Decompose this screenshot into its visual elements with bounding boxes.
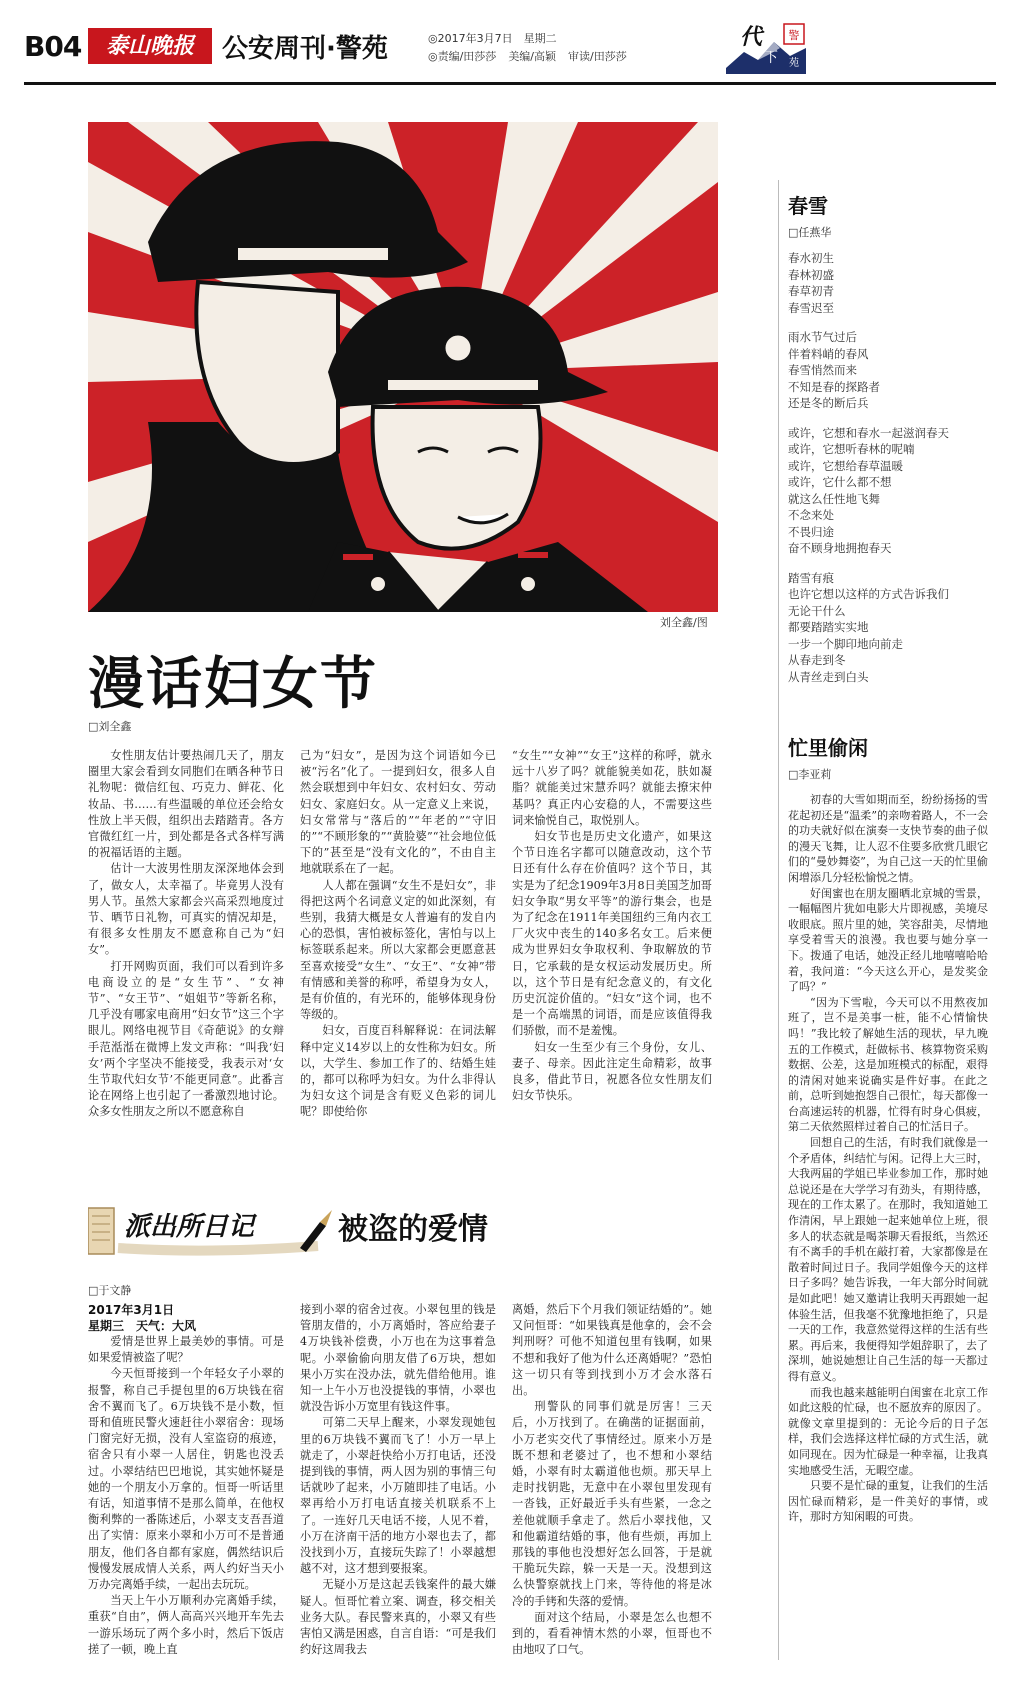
- paragraph: 打开网购页面，我们可以看到许多电商设立的是“女生节”、“女神节”、“女王节”、“姐姐节”等新名称，几乎没有哪家电商用“妇女节”这三个字眼儿。网络电视节目《奇葩说》的女辩手范湉湉在微博上发文声称：“叫我‘妇女’两个字坚决不能接受，我表示对‘女生节取代妇女节’不能更同意”。此番言论在网络上也引起了一番激烈地讨论。众多女性朋友之所以不愿意称自: [88, 959, 284, 1119]
- feature-column-1: [88, 748, 284, 1121]
- poem-line: 不畏归途: [788, 524, 834, 539]
- image-credit: 刘全鑫/图: [660, 616, 708, 629]
- feature-title: 漫话妇女节: [88, 651, 378, 717]
- proofreader-credit: 审读/田莎莎: [568, 50, 627, 63]
- paragraph: 今天恒哥接到一个年轻女子小翠的报警，称自己手提包里的6万块钱在宿舍不翼而飞了。6万块钱不是小数，恒哥和值班民警火速赶往小翠宿舍：现场门窗完好无损，没有人室盗窃的痕迹，宿舍只有小翠一人居住，钥匙也没丢过。小翠结结巴巴地说，其实她怀疑是她的一个朋友小万拿的。恒哥一听话里有话，知道事情不是那么简单，在他权衡利弊的一番陈述后，小翠支支吾吾道出了实情：原来小翠和小万可不是普通朋友，他们各自都有家庭，偶然结识后慢慢发展成情人关系，两人约好当天小万办完离婚手续，一起出去玩玩。: [88, 1367, 284, 1592]
- feature-column-2: [300, 748, 496, 1121]
- paragraph: 妇女节也是历史文化遗产，如果这个节日连名字都可以随意改动，这个节日还有什么存在价值吗？这个节日，其实是为了纪念1909年3月8日美国芝加哥妇女争取“男女平等”的游行集会，也是为了纪念在1911年美国纽约三角内衣工厂火灾中丧生的140多名女工。后来便成为世界妇女争取权利、争取解放的节日，它承载的是女权运动发展历史。所以，这个节日是有纪念意义的，有文化历史沉淀价值的。“妇女”这个词，也不是一个高端黑的词语，而是应该值得我们骄傲，而不是羞愧。: [512, 830, 712, 1038]
- paragraph: 女性朋友估计要热闹几天了，朋友圈里大家会看到女同胞们在晒各种节日礼物呢：微信红包、巧克力、鲜花、化妆品、书……有些温暖的单位还会给女性放上半天假，组织出去踏踏青。各方官微红红一片，到处都是各式各样写满的祝福话语的主题。: [88, 749, 284, 860]
- poem-line: 也许它想以这样的方式告诉我们: [788, 587, 949, 601]
- paragraph: 接到小翠的宿舍过夜。小翠包里的钱是管朋友借的，小万离婚时，答应给妻子4万块钱补偿费，小万也在为这事着急呢。小翠偷偷向朋友借了6万块，想如果小万实在没办法，就先借给他用。谁知一上午小万也没提钱的事情，小翠也就没告诉小万宽里有钱这件事。: [300, 1303, 496, 1414]
- paragraph: 妇女一生至少有三个身份，女儿、妻子、母亲。因此注定生命精彩，故事良多，借此节日，祝愿各位女性朋友们妇女节快乐。: [512, 1040, 712, 1103]
- paragraph: 人人都在强调“女生不是妇女”，非得把这两个名词意义定的如此深刻，有些别，我猜大概是女人普遍有的发自内心的恐惧，害怕被标签化，害怕与以上标签联系起来。所以大家都会更愿意甚至喜欢接受“女生”、“女王”、“女神”带有情感和美誉的称呼，希望身为女人，是有价值的，有光环的，能够体现身份等级的。: [300, 878, 496, 1022]
- paragraph: 初春的大雪如期而至，纷纷扬扬的雪花起初还是“温柔”的亲吻着路人，不一会的功夫就好似在演奏一支快节奏的曲子似的漫天飞舞，让人忍不住要多欣赏几眼它们的“曼妙舞姿”，为自己这一天的忙里偷闲增添几分轻松愉悦之情。: [788, 793, 988, 884]
- poem-line: 雨水节气过后: [788, 330, 857, 344]
- paragraph: 回想自己的生活，有时我们就像是一个矛盾体，纠结忙与闲。记得上大三时，大我两届的学姐已毕业参加工作，那时她总说还是在大学学习有劲头，有期待感，现在的工作太累了。在那时，我知道她工作清闲，早上跟她一起来她单位上班，很多人的状态就是喝茶聊天看报纸，当然还有不离手的手机在敲打着，大家都像是在散着时间过日子。我同学姐像今天的这样日子多吗？她告诉我，一年大部分时间就是如此吧！她又邀请让我明天再跟她一起体验生活，但我毫不犹豫地拒绝了，只是一天的工作，我意然觉得这样的生活有些累。再后来，我便得知学姐辞职了，去了深圳，她说她想让自己生活的每一天都过得有意义。: [788, 1136, 988, 1383]
- poem-line: 不念来处: [788, 508, 834, 522]
- poem-line: 从青丝走到白头: [788, 669, 869, 684]
- poem-line: 春林初盛: [788, 267, 834, 282]
- svg-text:下: 下: [764, 50, 778, 66]
- poem-byline: □任燕华: [788, 226, 832, 239]
- paragraph: 无疑小万是这起丢钱案件的最大嫌疑人。恒哥忙着立案、调查，移交相关业务大队。春民警来真的，小翠又有些害怕又满是困惑，自言自语：“可是我们约好这周我去: [300, 1578, 496, 1657]
- poem-stanza: [788, 250, 988, 316]
- paragraph: 爱情是世界上最美妙的事情。可是如果爱情被盗了呢？: [88, 1335, 284, 1365]
- paragraph: 可第二天早上醒来，小翠发现她包里的6万块钱不翼而飞了！小万一早上就走了，小翠赶快给小万打电话，还没提到钱的事情，两人因为别的事情三句话就吵了起来，小万随即挂了电话。小翠再给小万打电话直接关机联系不上了。一连好几天电话不接，人见不着，小万在济南干活的地方小翠也去了，都没找到小万，直接玩失踪了！小翠越想越不对，这才想到要报案。: [300, 1416, 496, 1576]
- poem-line: 还是冬的断后兵: [788, 396, 869, 410]
- poem-line: 春草初青: [788, 284, 834, 298]
- newspaper-logo: 泰山晚报: [88, 28, 212, 64]
- poem-title: 春雪: [788, 194, 828, 218]
- poem-line: 从春走到冬: [788, 653, 846, 667]
- essay-byline: □李亚莉: [788, 768, 832, 781]
- essay-title: 忙里偷闲: [788, 736, 868, 760]
- poem-line: 或许，它想和春水一起滋润春天: [788, 425, 949, 440]
- paragraph: 妇女，百度百科解释说：在词法解释中定义14岁以上的女性称为妇女。所以，大学生、参加工作了的、结婚生娃的，都可以称呼为妇女。为什么非得认为妇女这个词是含有贬义色彩的词儿呢？即使给你: [300, 1024, 496, 1119]
- paragraph: 己为“妇女”，是因为这个词语如今已被“污名”化了。一提到妇女，很多人自然会联想到中年妇女、农村妇女、劳动妇女、家庭妇女。从一定意义上来说，妇女常常与“落后的”“年老的”“守旧的”“不顾形象的”“黄脸婆”“社会地位低下的”甚至是“没有文化的”，不由自主地就联系在了一起。: [300, 749, 496, 876]
- diary-title: 被盗的爱情: [338, 1212, 488, 1247]
- paragraph: 刑警队的同事们就是厉害！三天后，小万找到了。在确凿的证据面前，小万老实交代了事情经过。原来小万是既不想和老婆过了，也不想和小翠结婚，小翠有时太霸道他也烦。那天早上走时找钥匙，无意中在小翠包里发现有一沓钱，正好最近手头有些紧，一念之差他就顺手拿走了。然后小翠找他，又和他霸道结婚的事，他有些烦，再加上那钱的事他也没想好怎么回答，于是就干脆玩失踪，躲一天是一天。没想到这么快警察就找上门来，等待他的将是冰冷的手铐和失落的爱情。: [512, 1400, 712, 1608]
- poem-line: 就这么任性地飞舞: [788, 491, 880, 506]
- editor-credit: ◎责编/田莎莎: [428, 50, 497, 63]
- poem-line: 或许，它什么都不想: [788, 475, 892, 489]
- paragraph: 估计一大波男性朋友深深地体会到了，做女人，太幸福了。毕竟男人没有男人节。虽然大家都会兴高采烈地度过节、晒节日礼物，可真实的情况却是，有很多女性朋友不愿意称自己为“妇女”。: [88, 862, 284, 957]
- diary-column-label: 派出所日记: [124, 1212, 255, 1242]
- poem-line: 或许，它想给春草温暖: [788, 458, 903, 473]
- paragraph: 当天上午小万顺利办完离婚手续，重获“自由”，俩人高高兴兴地开车先去一游乐场玩了两个多小时，然后下饭店搓了一顿，晚上直: [88, 1594, 284, 1656]
- column-divider: [778, 180, 779, 1660]
- poem-line: 春水初生: [788, 251, 834, 265]
- poem-body: [788, 250, 988, 698]
- designer-credit: 美编/高颖: [508, 50, 557, 63]
- editor-credits: [428, 48, 639, 64]
- diary-column-3: [512, 1302, 712, 1658]
- paragraph: 只要不是忙碌的重复，让我们的生活因忙碌而精彩，是一件美好的事情，或许，那时方知闲暇的可贵。: [788, 1479, 988, 1524]
- paragraph: “女生”“女神”“女王”这样的称呼，就永远十八岁了吗？就能貌美如花，肤如凝脂？就能美过宋慧乔吗？就能去撩宋仲基吗？真正内心安稳的人，不需要这些词来愉悦自己，取悦别人。: [512, 749, 712, 827]
- poem-line: 伴着料峭的春风: [788, 346, 869, 361]
- poem-line: 奋不顾身地拥抱春天: [788, 541, 892, 555]
- feature-column-3: [512, 748, 712, 1104]
- section-corner-logo: [724, 18, 808, 76]
- date-line: ◎2017年3月7日 星期二: [428, 32, 557, 45]
- svg-text:警: 警: [788, 29, 800, 42]
- poem-line: 不知是春的探路者: [788, 379, 880, 394]
- section-title: 公安周刊·警苑: [222, 34, 388, 64]
- diary-column-2: [300, 1302, 496, 1658]
- poem-stanza: [788, 425, 988, 557]
- women-police-illustration: [88, 122, 718, 612]
- poem-line: 都要踏踏实实地: [788, 620, 869, 634]
- diary-weather: 星期三 天气：大风: [88, 1319, 197, 1333]
- diary-column-1: [88, 1302, 284, 1658]
- svg-text:苑: 苑: [789, 58, 799, 69]
- poem-stanza: [788, 570, 988, 686]
- paragraph: 面对这个结局，小翠是怎么也想不到的，看看神情木然的小翠，恒哥也不由地叹了口气。: [512, 1610, 712, 1657]
- essay-body: [788, 792, 988, 1525]
- poem-line: 一步一个脚印地向前走: [788, 636, 903, 651]
- feature-byline: □刘全鑫: [88, 720, 132, 733]
- diary-byline: □于文静: [88, 1284, 132, 1297]
- poem-line: 或许，它想听春林的呢喃: [788, 442, 915, 456]
- paragraph: 好闺蜜也在朋友圈晒北京城的雪景，一幅幅图片犹如电影大片即视感，美境尽收眼底。照片里的她，笑容甜美，尽情地享受着雪天的浪漫。我也要与她分享一下。拨通了电话，她没正经儿地嘻嘻哈哈着，我问道：“今天这么开心，是发奖金了吗？”: [788, 886, 988, 994]
- page-code: B04: [24, 30, 82, 63]
- poem-line: 春雪悄然而来: [788, 363, 857, 377]
- poem-stanza: [788, 329, 988, 412]
- diary-date: 2017年3月1日: [88, 1303, 175, 1317]
- paragraph: 离婚，然后下个月我们领证结婚的”。她又问恒哥：“如果钱真是他拿的，会不会判刑呀？可他不知道包里有钱啊，如果不想和我好了他为什么还离婚呢？”恐怕这一切只有等到找到小万才会水落石出。: [512, 1303, 712, 1398]
- poem-line: 春雪迟至: [788, 300, 834, 315]
- svg-text:代: 代: [740, 24, 763, 50]
- paragraph: 而我也越来越能明白闺蜜在北京工作如此这般的忙碌，也不愿放弃的原因了。就像文章里提到的：无论今后的日子怎样，我们会选择这样忙碌的方式生活，就如同现在。因为忙碌是一种幸福，让我真实地感受生活，无暇空虚。: [788, 1385, 988, 1477]
- poem-line: 无论干什么: [788, 603, 846, 618]
- header-rule: [24, 82, 996, 85]
- poem-line: 踏雪有痕: [788, 570, 834, 585]
- paragraph: “因为下雪啦，今天可以不用熬夜加班了，岂不是美事一桩，能不心情愉快吗！”我比较了解她生活的现状，早九晚五的工作模式，赶做标书、核算物资采购数据、公差，这是加班模式的标配，艰得的清闲对她来说确实是件好事。在此之前，总听到她抱怨自己很忙，每天都像一台高速运转的机器，忙得有时身心俱疲，第二天依然照样过着自己的忙活日子。: [788, 995, 988, 1134]
